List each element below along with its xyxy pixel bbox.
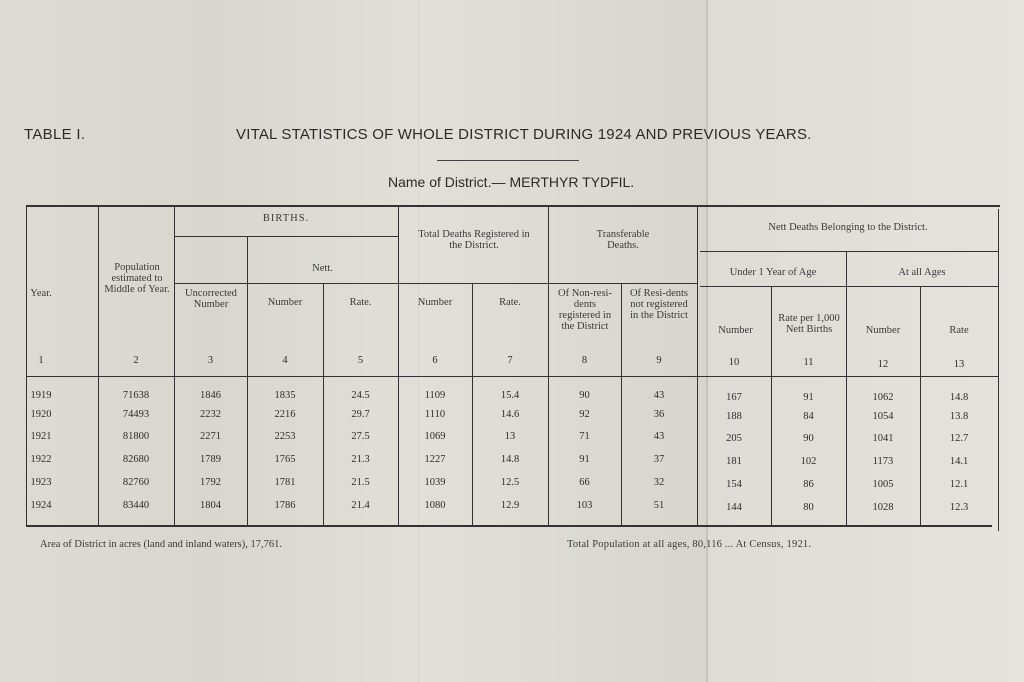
table-cell: 1786: [274, 500, 296, 511]
column-number: 11: [803, 357, 814, 368]
table-cell: 80: [803, 502, 814, 513]
table-cell: 21.3: [351, 454, 370, 465]
table-cell: 91: [803, 392, 814, 403]
table-cell: 2216: [274, 409, 296, 420]
table-cell: 144: [726, 502, 742, 513]
table-cell: 71638: [122, 390, 150, 401]
table-cell: 1227: [424, 454, 446, 465]
table-cell: 12.1: [949, 479, 969, 490]
table-cell: 14.1: [949, 456, 969, 467]
table-cell: 1835: [274, 390, 296, 401]
table-cell: 1005: [872, 479, 894, 490]
header-all-rate: Rate: [949, 325, 969, 336]
table-cell: 1920: [30, 409, 52, 420]
table-cell: 2232: [200, 409, 221, 420]
right-page: [708, 0, 1024, 682]
header-all-ages: At all Ages: [898, 267, 946, 278]
table-cell: 27.5: [351, 431, 370, 442]
column-number: 9: [656, 355, 662, 366]
district-line: [384, 174, 634, 190]
table-cell: 1922: [30, 454, 52, 465]
table-cell: 36: [653, 409, 665, 420]
header-u1-number: Number: [718, 325, 753, 336]
area-footnote: Area of District in acres (land and inland waters), 17,761.: [40, 539, 283, 550]
table-cell: 90: [579, 390, 590, 401]
table-cell: 43: [653, 390, 665, 401]
header-residents: Of Resi-dents not registered in the District: [629, 288, 689, 321]
paper-crease: [418, 0, 419, 682]
page-title: VITAL STATISTICS OF WHOLE DISTRICT DURING 1924 AND PREVIOUS YEARS.: [236, 126, 812, 143]
table-cell: 1765: [274, 454, 296, 465]
table-cell: 1173: [872, 456, 894, 467]
table-cell: 83440: [122, 500, 150, 511]
table-cell: 21.4: [351, 500, 370, 511]
table-cell: 24.5: [351, 390, 370, 401]
table-cell: 1080: [424, 500, 446, 511]
header-u1-rate: Rate per 1,000 Nett Births: [778, 313, 840, 335]
header-all-number: Number: [865, 325, 901, 336]
table-cell: 188: [726, 411, 742, 422]
table-cell: 154: [726, 479, 742, 490]
header-deaths-rate: Rate.: [499, 297, 521, 308]
table-cell: 13.8: [949, 411, 969, 422]
header-nett-deaths: Nett Deaths Belonging to the District.: [768, 222, 928, 233]
population-footnote: Total Population at all ages, 80,116 ... At Census, 1921.: [567, 539, 812, 550]
table-cell: 1924: [30, 500, 52, 511]
table-cell: 1792: [200, 477, 221, 488]
table-cell: 181: [726, 456, 742, 467]
table-cell: 81800: [122, 431, 150, 442]
table-cell: 1054: [872, 411, 894, 422]
column-number: 5: [357, 355, 364, 366]
header-deaths-number: Number: [417, 297, 453, 308]
table-cell: 14.8: [949, 392, 969, 403]
header-population: Population estimated to Middle of Year.: [104, 262, 170, 295]
header-year: Year.: [30, 288, 52, 299]
table-cell: 12.9: [500, 500, 520, 511]
table-cell: 1062: [872, 392, 894, 403]
table-cell: 37: [653, 454, 665, 465]
table-cell: 74493: [122, 409, 150, 420]
table-label: TABLE I.: [24, 126, 86, 143]
table-cell: 86: [803, 479, 814, 490]
header-non-residents: Of Non-resi-dents registered in the District: [558, 288, 612, 332]
column-number: 10: [728, 357, 740, 368]
table-cell: 1109: [424, 390, 446, 401]
table-cell: 92: [579, 409, 590, 420]
table-cell: 51: [653, 500, 665, 511]
table-cell: 1069: [424, 431, 446, 442]
table-cell: 90: [803, 433, 814, 444]
table-cell: 1789: [200, 454, 221, 465]
table-cell: 103: [576, 500, 593, 511]
table-cell: 82760: [122, 477, 150, 488]
table-cell: 1041: [872, 433, 894, 444]
table-cell: 12.5: [500, 477, 520, 488]
header-uncorrected: Uncorrected Number: [185, 288, 237, 310]
table-cell: 14.6: [500, 409, 520, 420]
header-under-1: Under 1 Year of Age: [729, 267, 817, 278]
table-cell: 1923: [30, 477, 52, 488]
table-cell: 1110: [424, 409, 446, 420]
table-cell: 1846: [200, 390, 221, 401]
header-transferable: Transferable Deaths.: [596, 229, 650, 251]
column-number: 2: [133, 355, 139, 366]
header-total-deaths: Total Deaths Registered in the District.: [418, 229, 530, 251]
table-cell: 1039: [424, 477, 446, 488]
header-nett: Nett.: [312, 263, 333, 274]
district-label: Name of District.—: [388, 174, 506, 190]
table-cell: 82680: [122, 454, 150, 465]
table-cell: 21.5: [351, 477, 370, 488]
district-name: MERTHYR TYDFIL.: [509, 174, 635, 190]
table-cell: 12.3: [949, 502, 969, 513]
column-number: 7: [507, 355, 513, 366]
table-cell: 91: [579, 454, 590, 465]
column-number: 6: [432, 355, 438, 366]
table-cell: 1919: [30, 390, 52, 401]
header-births: BIRTHS.: [262, 213, 310, 224]
table-cell: 32: [653, 477, 665, 488]
table-cell: 102: [800, 456, 817, 467]
column-number: 4: [282, 355, 288, 366]
table-cell: 13: [504, 431, 516, 442]
header-births-number: Number: [267, 297, 303, 308]
table-cell: 1781: [274, 477, 296, 488]
table-cell: 15.4: [500, 390, 520, 401]
table-cell: 14.8: [500, 454, 520, 465]
column-number: 13: [953, 359, 965, 370]
table-cell: 2271: [200, 431, 221, 442]
column-number: 1: [38, 355, 44, 366]
table-cell: 29.7: [351, 409, 370, 420]
table-cell: 1804: [200, 500, 221, 511]
column-number: 3: [207, 355, 214, 366]
table-cell: 66: [579, 477, 590, 488]
table-cell: 1028: [872, 502, 894, 513]
table-cell: 205: [726, 433, 742, 444]
table-cell: 84: [803, 411, 814, 422]
table-cell: 1921: [30, 431, 52, 442]
table-cell: 12.7: [949, 433, 969, 444]
column-number: 8: [581, 355, 588, 366]
table-cell: 167: [726, 392, 742, 403]
title-rule: [437, 160, 579, 161]
header-births-rate: Rate.: [349, 297, 372, 308]
table-cell: 43: [653, 431, 665, 442]
table-cell: 2253: [274, 431, 296, 442]
table-cell: 71: [579, 431, 590, 442]
column-number: 12: [877, 359, 889, 370]
